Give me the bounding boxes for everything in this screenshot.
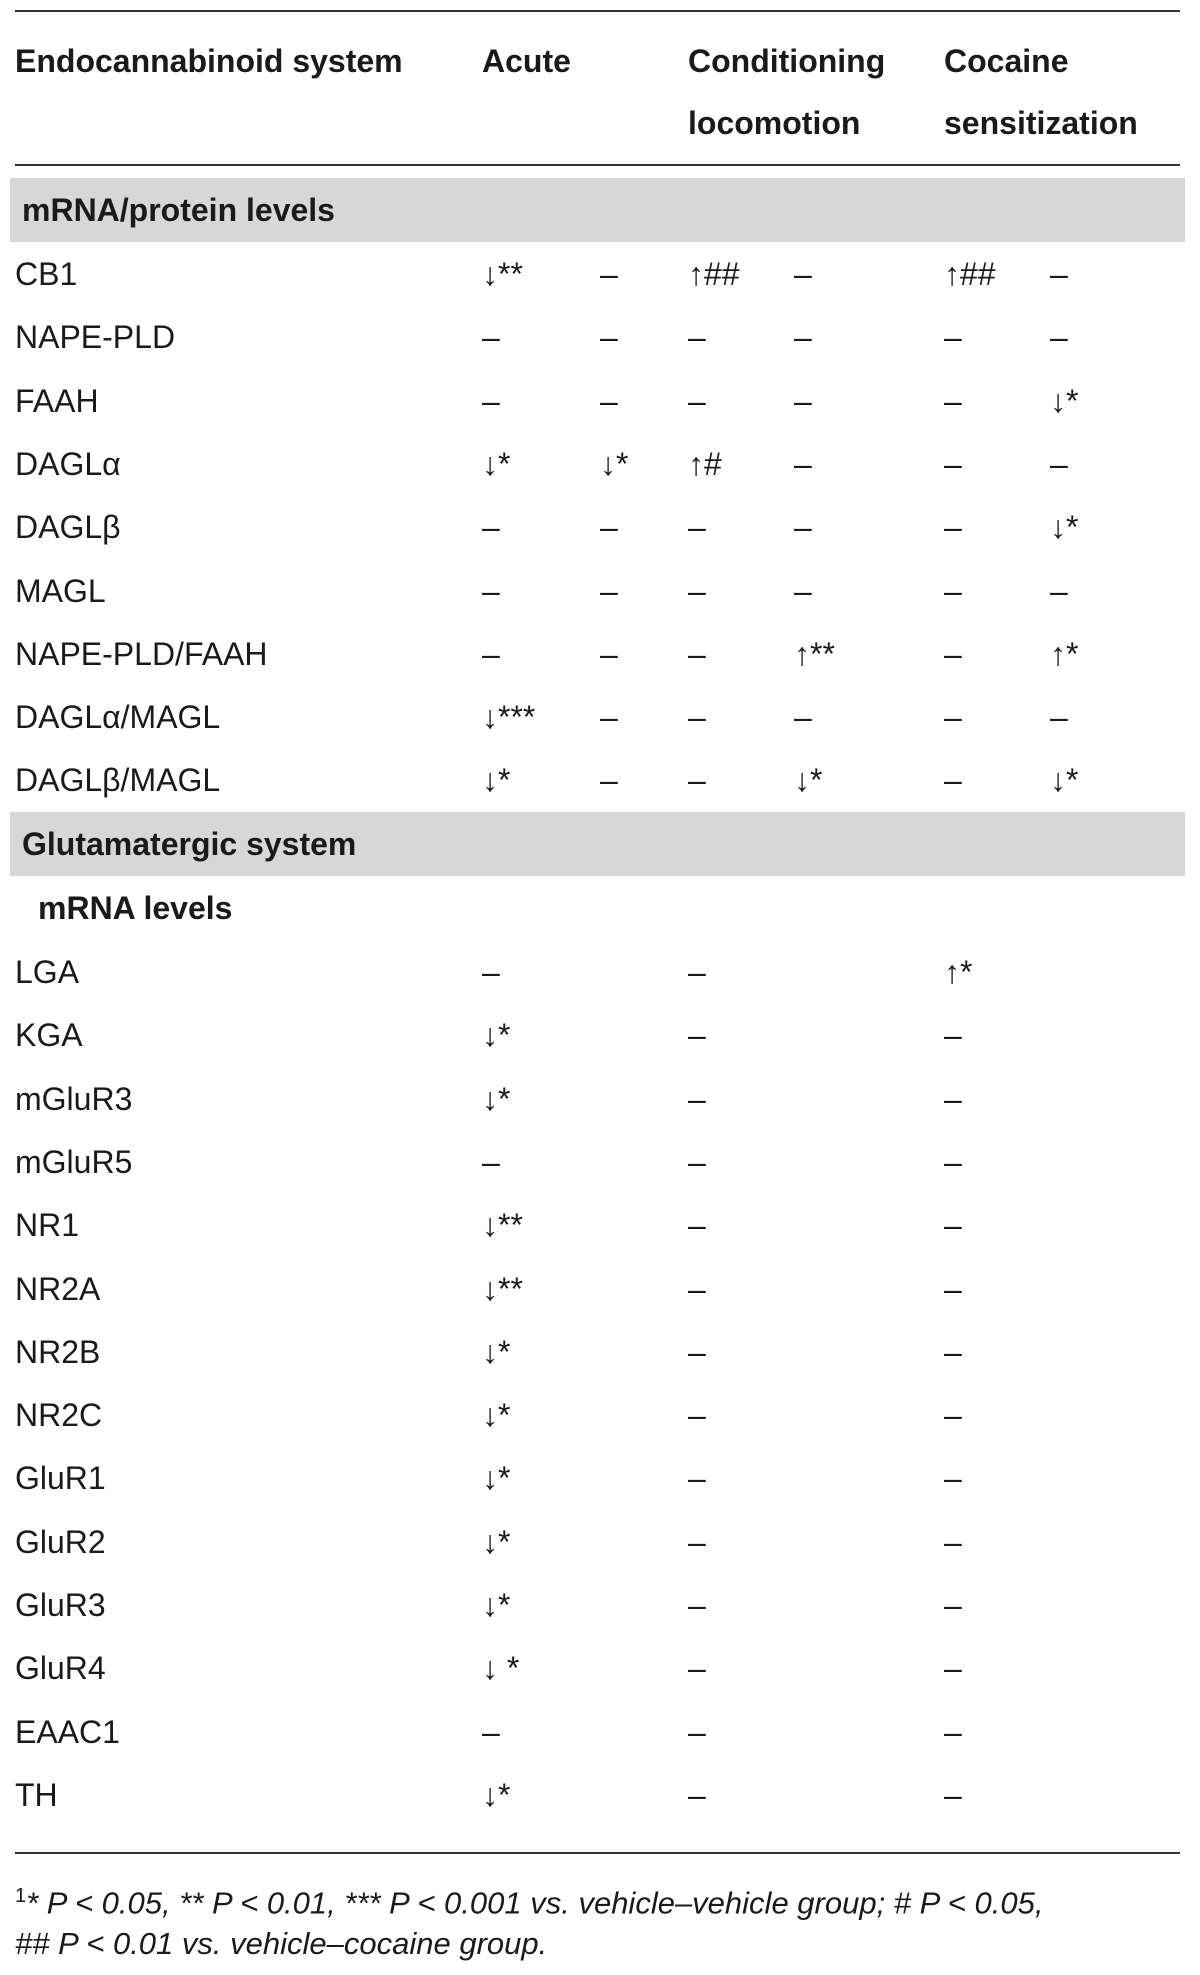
footnote-line-1 bbox=[15, 1876, 1185, 1923]
table-cell: ↓* bbox=[1050, 762, 1079, 799]
table-cell: ↓* bbox=[482, 1587, 511, 1623]
table-cell: – bbox=[482, 635, 500, 672]
top-rule bbox=[15, 10, 1180, 12]
row-label: EAAC1 bbox=[15, 1713, 120, 1750]
row-label: GluR4 bbox=[15, 1650, 106, 1687]
table-cell: – bbox=[688, 1333, 706, 1370]
table-cell: – bbox=[794, 445, 812, 482]
table-cell: – bbox=[600, 382, 618, 419]
table-row bbox=[0, 242, 1200, 306]
table-cell: ↓* bbox=[482, 1776, 511, 1813]
table-cell: – bbox=[1050, 319, 1068, 356]
table-row bbox=[0, 432, 1200, 496]
table-cell: ↓** bbox=[482, 1207, 523, 1244]
table-row bbox=[0, 305, 1200, 369]
table-cell: ↑## bbox=[688, 256, 740, 292]
table-cell: ↓* bbox=[1050, 509, 1079, 546]
table-cell: – bbox=[688, 509, 706, 546]
table-cell: – bbox=[944, 1460, 962, 1497]
table-row bbox=[0, 1763, 1200, 1827]
table-row bbox=[0, 1003, 1200, 1067]
table-cell: ↓* bbox=[482, 445, 511, 482]
table-cell: ↑* bbox=[944, 954, 973, 990]
table-row bbox=[0, 685, 1200, 749]
row-label: mGluR3 bbox=[15, 1080, 133, 1117]
table-cell: – bbox=[688, 1776, 706, 1813]
table-cell: – bbox=[688, 1650, 706, 1687]
table-cell: – bbox=[944, 1017, 962, 1054]
table-row bbox=[0, 495, 1200, 559]
table-cell: – bbox=[482, 509, 500, 546]
table-cell: – bbox=[1050, 256, 1068, 292]
row-label: DAGLα/MAGL bbox=[15, 699, 221, 736]
table-cell: – bbox=[688, 1460, 706, 1497]
table-row bbox=[0, 1573, 1200, 1637]
table-cell: ↓* bbox=[794, 762, 823, 799]
table-cell: – bbox=[944, 699, 962, 736]
table-cell: – bbox=[794, 382, 812, 419]
table-cell: ↓*** bbox=[482, 699, 536, 736]
table-cell: – bbox=[600, 572, 618, 609]
table-cell: – bbox=[944, 1143, 962, 1180]
header-cocaine-line2: sensitization bbox=[944, 105, 1138, 141]
section-band-glutamatergic bbox=[10, 812, 1185, 876]
table-cell: – bbox=[688, 1143, 706, 1180]
table-cell: – bbox=[600, 762, 618, 799]
table-cell: ↓** bbox=[482, 1270, 523, 1307]
row-label: NR2B bbox=[15, 1333, 101, 1370]
header-cocaine-line1: Cocaine bbox=[944, 43, 1069, 79]
table-cell: – bbox=[944, 445, 962, 482]
table-cell: – bbox=[482, 382, 500, 419]
table-row bbox=[0, 1257, 1200, 1321]
table-cell: ↑** bbox=[794, 635, 835, 672]
row-label: GluR3 bbox=[15, 1587, 106, 1623]
table-cell: ↑* bbox=[1050, 635, 1079, 672]
row-label: DAGLβ bbox=[15, 509, 121, 546]
row-label: GluR1 bbox=[15, 1460, 106, 1497]
footnote-text-1: * P < 0.05, ** P < 0.01, *** P < 0.001 vs. vehicle–vehicle group; # P < 0.05, bbox=[26, 1885, 1044, 1921]
table-row bbox=[0, 940, 1200, 1004]
table-cell: – bbox=[688, 699, 706, 736]
table-cell: – bbox=[944, 1080, 962, 1117]
table-cell: – bbox=[944, 762, 962, 799]
row-label: NR2C bbox=[15, 1397, 103, 1434]
table-cell: ↓* bbox=[482, 1333, 511, 1370]
table-row bbox=[0, 1130, 1200, 1194]
table-cell: ↓ * bbox=[482, 1650, 520, 1687]
table-cell: – bbox=[688, 572, 706, 609]
section-band-mrna-protein bbox=[10, 178, 1185, 242]
table-row bbox=[0, 1446, 1200, 1510]
table-cell: – bbox=[1050, 445, 1068, 482]
table-cell: ↓* bbox=[482, 1523, 511, 1560]
row-label: NR1 bbox=[15, 1207, 80, 1244]
footnote-line-2: ## P < 0.01 vs. vehicle–cocaine group. bbox=[15, 1926, 548, 1962]
row-label: mGluR5 bbox=[15, 1143, 133, 1180]
table-cell: ↑# bbox=[688, 445, 722, 482]
table-cell: – bbox=[688, 382, 706, 419]
header-conditioning-line2: locomotion bbox=[688, 105, 861, 141]
table-cell: – bbox=[794, 509, 812, 546]
table-cell: – bbox=[688, 1080, 706, 1117]
row-label: KGA bbox=[15, 1017, 83, 1054]
table-cell: – bbox=[944, 1207, 962, 1244]
table-cell: – bbox=[944, 635, 962, 672]
table-cell: – bbox=[944, 382, 962, 419]
subsection-title-mrna-levels: mRNA levels bbox=[38, 890, 233, 926]
table-cell: – bbox=[794, 319, 812, 356]
table-cell: ↓* bbox=[482, 1080, 511, 1117]
table-row bbox=[0, 1383, 1200, 1447]
row-label: NR2A bbox=[15, 1270, 101, 1307]
table-cell: – bbox=[944, 509, 962, 546]
table-cell: – bbox=[688, 1270, 706, 1307]
table-cell: – bbox=[944, 572, 962, 609]
table-cell: – bbox=[794, 256, 812, 292]
table-cell: – bbox=[482, 1143, 500, 1180]
section-title-mrna-protein: mRNA/protein levels bbox=[22, 192, 335, 228]
table-row bbox=[0, 1636, 1200, 1700]
table-cell: – bbox=[688, 1587, 706, 1623]
table-cell: – bbox=[482, 319, 500, 356]
table-cell: ↓* bbox=[482, 762, 511, 799]
table-cell: – bbox=[688, 762, 706, 799]
table-cell: – bbox=[600, 635, 618, 672]
table-cell: – bbox=[944, 1523, 962, 1560]
table-row bbox=[0, 369, 1200, 433]
table-cell: ↓** bbox=[482, 256, 523, 292]
table-cell: – bbox=[482, 572, 500, 609]
row-label: TH bbox=[15, 1776, 58, 1813]
row-label: CB1 bbox=[15, 256, 78, 292]
table-cell: ↓* bbox=[600, 445, 629, 482]
table-row bbox=[0, 748, 1200, 812]
table-cell: – bbox=[944, 1333, 962, 1370]
table-cell: – bbox=[688, 1207, 706, 1244]
table-row bbox=[0, 1510, 1200, 1574]
table-cell: – bbox=[688, 1713, 706, 1750]
table-row bbox=[0, 622, 1200, 686]
row-label: NAPE-PLD/FAAH bbox=[15, 635, 268, 672]
table-row bbox=[0, 1700, 1200, 1764]
table-cell: ↓* bbox=[1050, 382, 1079, 419]
table-cell: – bbox=[688, 1017, 706, 1054]
table-cell: – bbox=[688, 319, 706, 356]
header-conditioning-line1: Conditioning bbox=[688, 43, 886, 79]
header-system: Endocannabinoid system bbox=[15, 43, 403, 79]
table-cell: – bbox=[600, 319, 618, 356]
table-cell: ↓* bbox=[482, 1017, 511, 1054]
table-row bbox=[0, 1067, 1200, 1131]
table-row bbox=[0, 1320, 1200, 1384]
table-row bbox=[0, 559, 1200, 623]
table-cell: – bbox=[944, 1776, 962, 1813]
section-title-glutamatergic: Glutamatergic system bbox=[22, 826, 357, 862]
row-label: NAPE-PLD bbox=[15, 319, 176, 356]
footnote bbox=[15, 1876, 1185, 1964]
table-cell: – bbox=[600, 509, 618, 546]
row-label: DAGLβ/MAGL bbox=[15, 762, 221, 799]
table-cell: – bbox=[688, 954, 706, 990]
row-label: LGA bbox=[15, 954, 80, 990]
footnote-marker: 1 bbox=[15, 1885, 27, 1907]
table-cell: – bbox=[944, 1587, 962, 1623]
table-cell: – bbox=[944, 1270, 962, 1307]
header-rule bbox=[15, 164, 1180, 166]
table-cell: – bbox=[688, 635, 706, 672]
row-label: DAGLα bbox=[15, 445, 121, 482]
table-cell: – bbox=[482, 1713, 500, 1750]
table-row bbox=[0, 1193, 1200, 1257]
header-acute: Acute bbox=[482, 43, 571, 79]
table-cell: – bbox=[944, 1397, 962, 1434]
table-cell: – bbox=[688, 1397, 706, 1434]
table-cell: ↓* bbox=[482, 1460, 511, 1497]
table-cell: – bbox=[482, 954, 500, 990]
table-cell: ↓* bbox=[482, 1397, 511, 1434]
table-cell: – bbox=[794, 572, 812, 609]
table-cell: – bbox=[794, 699, 812, 736]
row-label: GluR2 bbox=[15, 1523, 106, 1560]
table-cell: – bbox=[688, 1523, 706, 1560]
table-cell: – bbox=[1050, 699, 1068, 736]
table-cell: – bbox=[944, 1650, 962, 1687]
row-label: FAAH bbox=[15, 382, 99, 419]
bottom-rule bbox=[15, 1852, 1180, 1854]
table-cell: – bbox=[1050, 572, 1068, 609]
row-label: MAGL bbox=[15, 572, 106, 609]
table-cell: – bbox=[944, 319, 962, 356]
table-cell: ↑## bbox=[944, 256, 996, 292]
table-cell: – bbox=[600, 699, 618, 736]
table-cell: – bbox=[600, 256, 618, 292]
table-cell: – bbox=[944, 1713, 962, 1750]
